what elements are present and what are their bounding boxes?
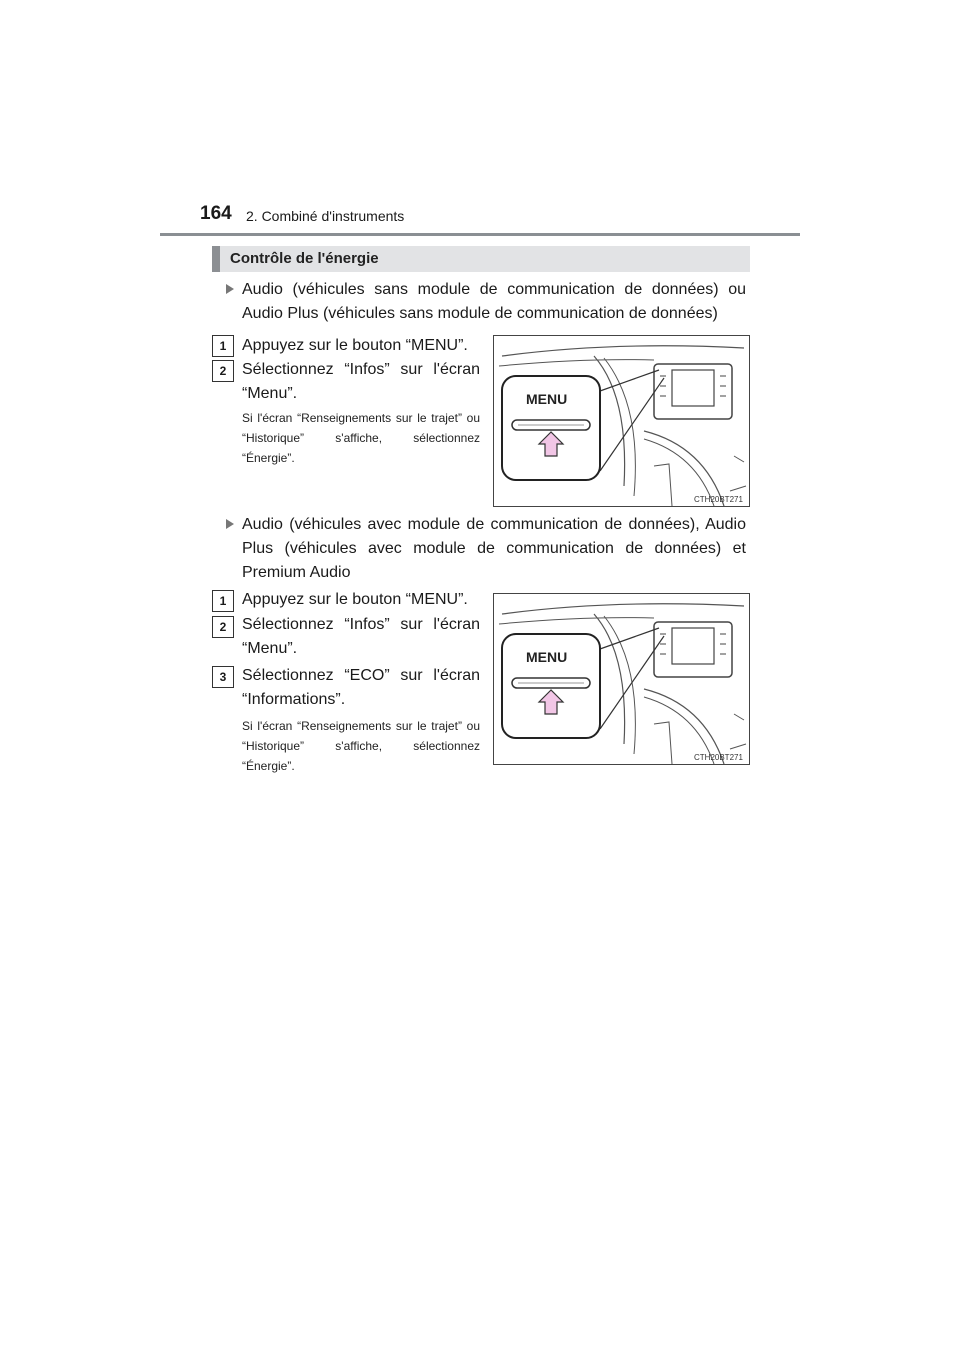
condition-text: Audio (véhicules avec module de communication de données), Audio Plus (véhicules avec module de communication de données) et Premium Audio — [242, 516, 746, 581]
step-number: 1 — [212, 590, 234, 612]
page-number: 164 — [200, 203, 232, 224]
condition-2 — [226, 513, 746, 585]
condition-text: Audio (véhicules sans module de communication de données) ou Audio Plus (véhicules sans module de communication de données) — [242, 281, 746, 322]
figure-code: CTH20BT271 — [694, 753, 743, 762]
triangle-bullet-icon — [226, 284, 234, 294]
dashboard-illustration — [493, 335, 750, 507]
figure-code: CTH20BT271 — [694, 495, 743, 504]
step-text: Sélectionnez “ECO” sur l'écran “Informations”. — [242, 667, 480, 708]
step-text: Appuyez sur le bouton “MENU”. — [242, 337, 468, 354]
section-title: Contrôle de l'énergie — [230, 250, 379, 267]
section-heading — [212, 246, 750, 272]
step-text: Sélectionnez “Infos” sur l'écran “Menu”. — [242, 361, 480, 402]
step-number: 2 — [212, 616, 234, 638]
chapter-title: 2. Combiné d'instruments — [246, 208, 405, 224]
menu-button-label: MENU — [526, 649, 568, 665]
header-rule — [160, 233, 800, 236]
triangle-bullet-icon — [226, 519, 234, 529]
step-number: 2 — [212, 360, 234, 382]
dashboard-illustration — [493, 593, 750, 765]
menu-button-label: MENU — [526, 391, 568, 407]
step-number: 3 — [212, 666, 234, 688]
condition-1 — [226, 278, 746, 326]
note-text: Si l'écran “Renseignements sur le trajet” ou “Historique” s'affiche, sélectionnez “Énergie”. — [242, 411, 480, 465]
step-text: Sélectionnez “Infos” sur l'écran “Menu”. — [242, 616, 480, 657]
step-number: 1 — [212, 335, 234, 357]
note-text: Si l'écran “Renseignements sur le trajet” ou “Historique” s'affiche, sélectionnez “Énergie”. — [242, 719, 480, 773]
step-text: Appuyez sur le bouton “MENU”. — [242, 591, 468, 608]
